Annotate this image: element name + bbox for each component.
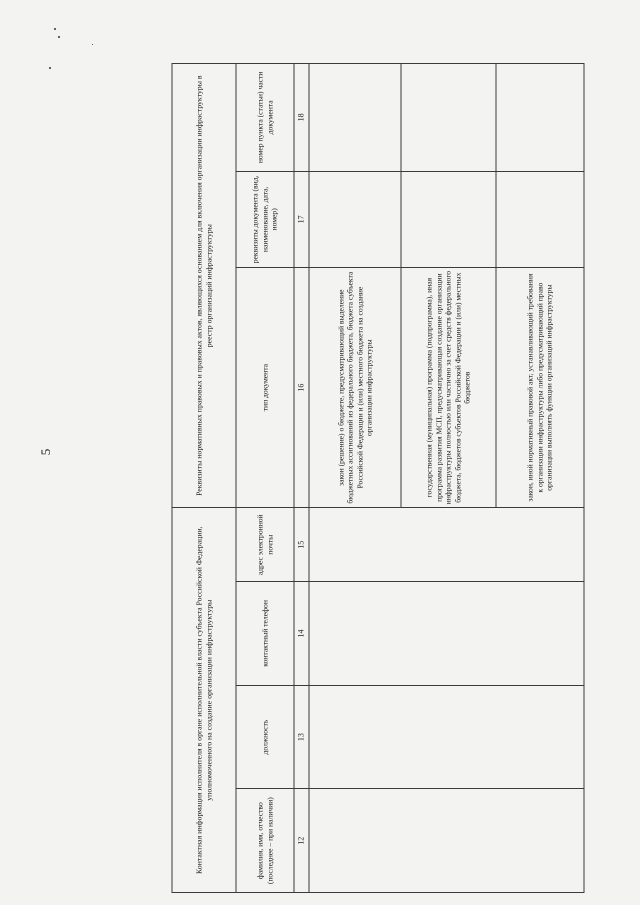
group-header-requisites: Реквизиты нормативных правовых и правовых актов, являющихся основанием для включения организации инфраструктуры в реестр организаций инфраструктуры — [172, 64, 236, 508]
column-header-doc-requisites: реквизиты документа (вид, наименование, дата, номер) — [236, 171, 294, 267]
cell-position — [309, 685, 584, 789]
scan-speck — [49, 67, 51, 69]
registry-table — [172, 63, 585, 893]
column-number-16: 16 — [294, 267, 309, 507]
column-header-clause-number: номер пункта (статьи) части документа — [236, 64, 294, 172]
cell-clause-2 — [401, 64, 496, 172]
page-number: 5 — [38, 448, 53, 456]
column-header-phone: контактный телефон — [236, 582, 294, 686]
column-number-14: 14 — [294, 582, 309, 686]
column-number-17: 17 — [294, 171, 309, 267]
column-header-email: адрес электронной почты — [236, 508, 294, 582]
cell-requisites-3 — [496, 171, 584, 267]
column-number-12: 12 — [294, 789, 309, 893]
cell-full-name — [309, 789, 584, 893]
doc-type-budget-law: закон (решение) о бюджете, предусматривающий выделение бюджетных ассигнований из федерального бюджета, бюджета субъекта Российской Федерации и (или) местного бюджета на создание организации инфраструктуры — [309, 267, 401, 507]
column-number-15: 15 — [294, 508, 309, 582]
scan-speck — [92, 44, 93, 45]
cell-requisites-2 — [401, 171, 496, 267]
scan-speck — [54, 28, 56, 30]
cell-requisites-1 — [309, 171, 401, 267]
group-header-contact: Контактная информация исполнителя в органе исполнительной власти субъекта Российской Федерации, уполномоченного на создание организации инфраструктуры — [172, 508, 236, 893]
column-number-18: 18 — [294, 64, 309, 172]
column-header-doc-type: тип документа — [236, 267, 294, 507]
column-header-full-name: фамилия, имя, отчество (последнее – при наличии) — [236, 789, 294, 893]
column-header-position: должность — [236, 685, 294, 789]
cell-email — [309, 508, 584, 582]
cell-clause-3 — [496, 64, 584, 172]
rotated-table-wrapper — [172, 63, 579, 893]
cell-phone — [309, 582, 584, 686]
doc-type-normative-act: закон, иной нормативный правовой акт, устанавливающий требования к организации инфраструктуры либо предусматривающий право организации выполнять функции организаций инфраструктуры — [496, 267, 584, 507]
scan-speck — [58, 36, 60, 38]
cell-clause-1 — [309, 64, 401, 172]
doc-type-state-program: государственная (муниципальная) программа (подпрограмма), иная программа развития МСП, предусматривающая создание организации инфраструктуры полностью или частично за счет средств федерального бюджета, бюджетов субъектов Российской Федерации и (или) местных бюджетов — [401, 267, 496, 507]
column-number-13: 13 — [294, 685, 309, 789]
